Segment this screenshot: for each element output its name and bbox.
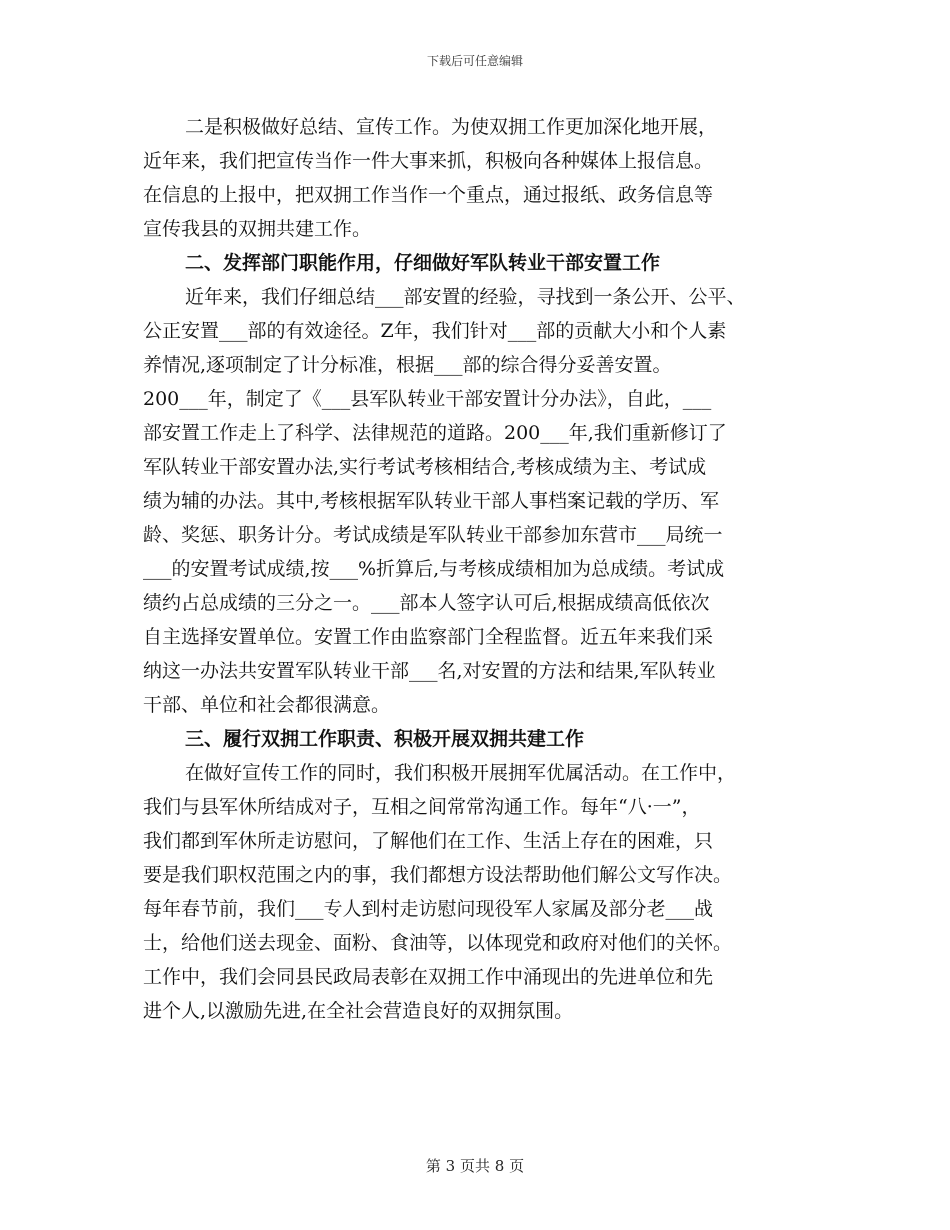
section-heading: 二、发挥部门职能作用，仔细做好军队转业干部安置工作 <box>185 252 661 274</box>
text-line: 近年来，我们把宣传当作一件大事来抓，积极向各种媒体上报信息。 <box>143 150 714 172</box>
text-line: 我们与县军休所结成对子，互相之间常常沟通工作。每年“八·一”， <box>143 796 701 818</box>
section-heading: 三、履行双拥工作职责、积极开展双拥共建工作 <box>185 728 585 750</box>
text-line: 部安置工作走上了科学、法律规范的道路。200___年,我们重新修订了 <box>143 422 727 444</box>
text-line: 要是我们职权范围之内的事，我们都想方设法帮助他们解公文写作决。 <box>143 864 733 886</box>
text-line: 纳这一办法共安置军队转业干部___名,对安置的方法和结果,军队转业 <box>143 660 716 682</box>
text-line: 在信息的上报中，把双拥工作当作一个重点，通过报纸、政务信息等 <box>143 184 714 206</box>
document-body <box>143 110 833 1028</box>
text-line: 进个人,以激励先进,在全社会营造良好的双拥氛围。 <box>143 1000 574 1022</box>
page-footer: 第 3 页共 8 页 <box>425 1157 525 1175</box>
text-line: 干部、单位和社会都很满意。 <box>143 694 391 716</box>
text-line: 自主选择安置单位。安置工作由监察部门全程监督。近五年来我们采 <box>143 626 714 648</box>
text-line: 军队转业干部安置办法,实行考试考核相结合,考核成绩为主、考试成 <box>143 456 707 478</box>
page-header: 下载后可任意编辑 <box>426 54 523 68</box>
text-line: 士，给他们送去现金、面粉、食油等，以体现党和政府对他们的关怀。 <box>143 932 733 954</box>
text-line: 近年来，我们仔细总结___部安置的经验，寻找到一条公开、公平、 <box>185 286 746 308</box>
text-line: 绩约占总成绩的三分之一。___部本人签字认可后,根据成绩高低依次 <box>143 592 710 614</box>
text-line: 我们都到军休所走访慰问，了解他们在工作、生活上存在的困难，只 <box>143 830 714 852</box>
text-line: 在做好宣传工作的同时，我们积极开展拥军优属活动。在工作中， <box>185 762 737 784</box>
text-line: 绩为辅的办法。其中,考核根据军队转业干部人事档案记载的学历、军 <box>143 490 720 512</box>
text-line: 养情况,逐项制定了计分标准，根据___部的综合得分妥善安置。 <box>143 354 672 376</box>
text-line: 工作中，我们会同县民政局表彰在双拥工作中涌现出的先进单位和先 <box>143 966 714 988</box>
text-line: 公正安置___部的有效途径。Z年，我们针对___部的贡献大小和个人素 <box>143 320 727 342</box>
text-line: 每年春节前，我们___专人到村走访慰问现役军人家属及部分老___战 <box>143 898 714 920</box>
text-line: 宣传我县的双拥共建工作。 <box>143 218 372 240</box>
text-line: 200___年，制定了《___县军队转业干部安置计分办法》，自此，___ <box>143 388 712 410</box>
text-line: ___的安置考试成绩,按___%折算后,与考核成绩相加为总成绩。考试成 <box>143 558 725 580</box>
text-line: 二是积极做好总结、宣传工作。为使双拥工作更加深化地开展， <box>185 116 718 138</box>
text-line: 龄、奖惩、职务计分。考试成绩是军队转业干部参加东营市___局统一 <box>143 524 723 546</box>
